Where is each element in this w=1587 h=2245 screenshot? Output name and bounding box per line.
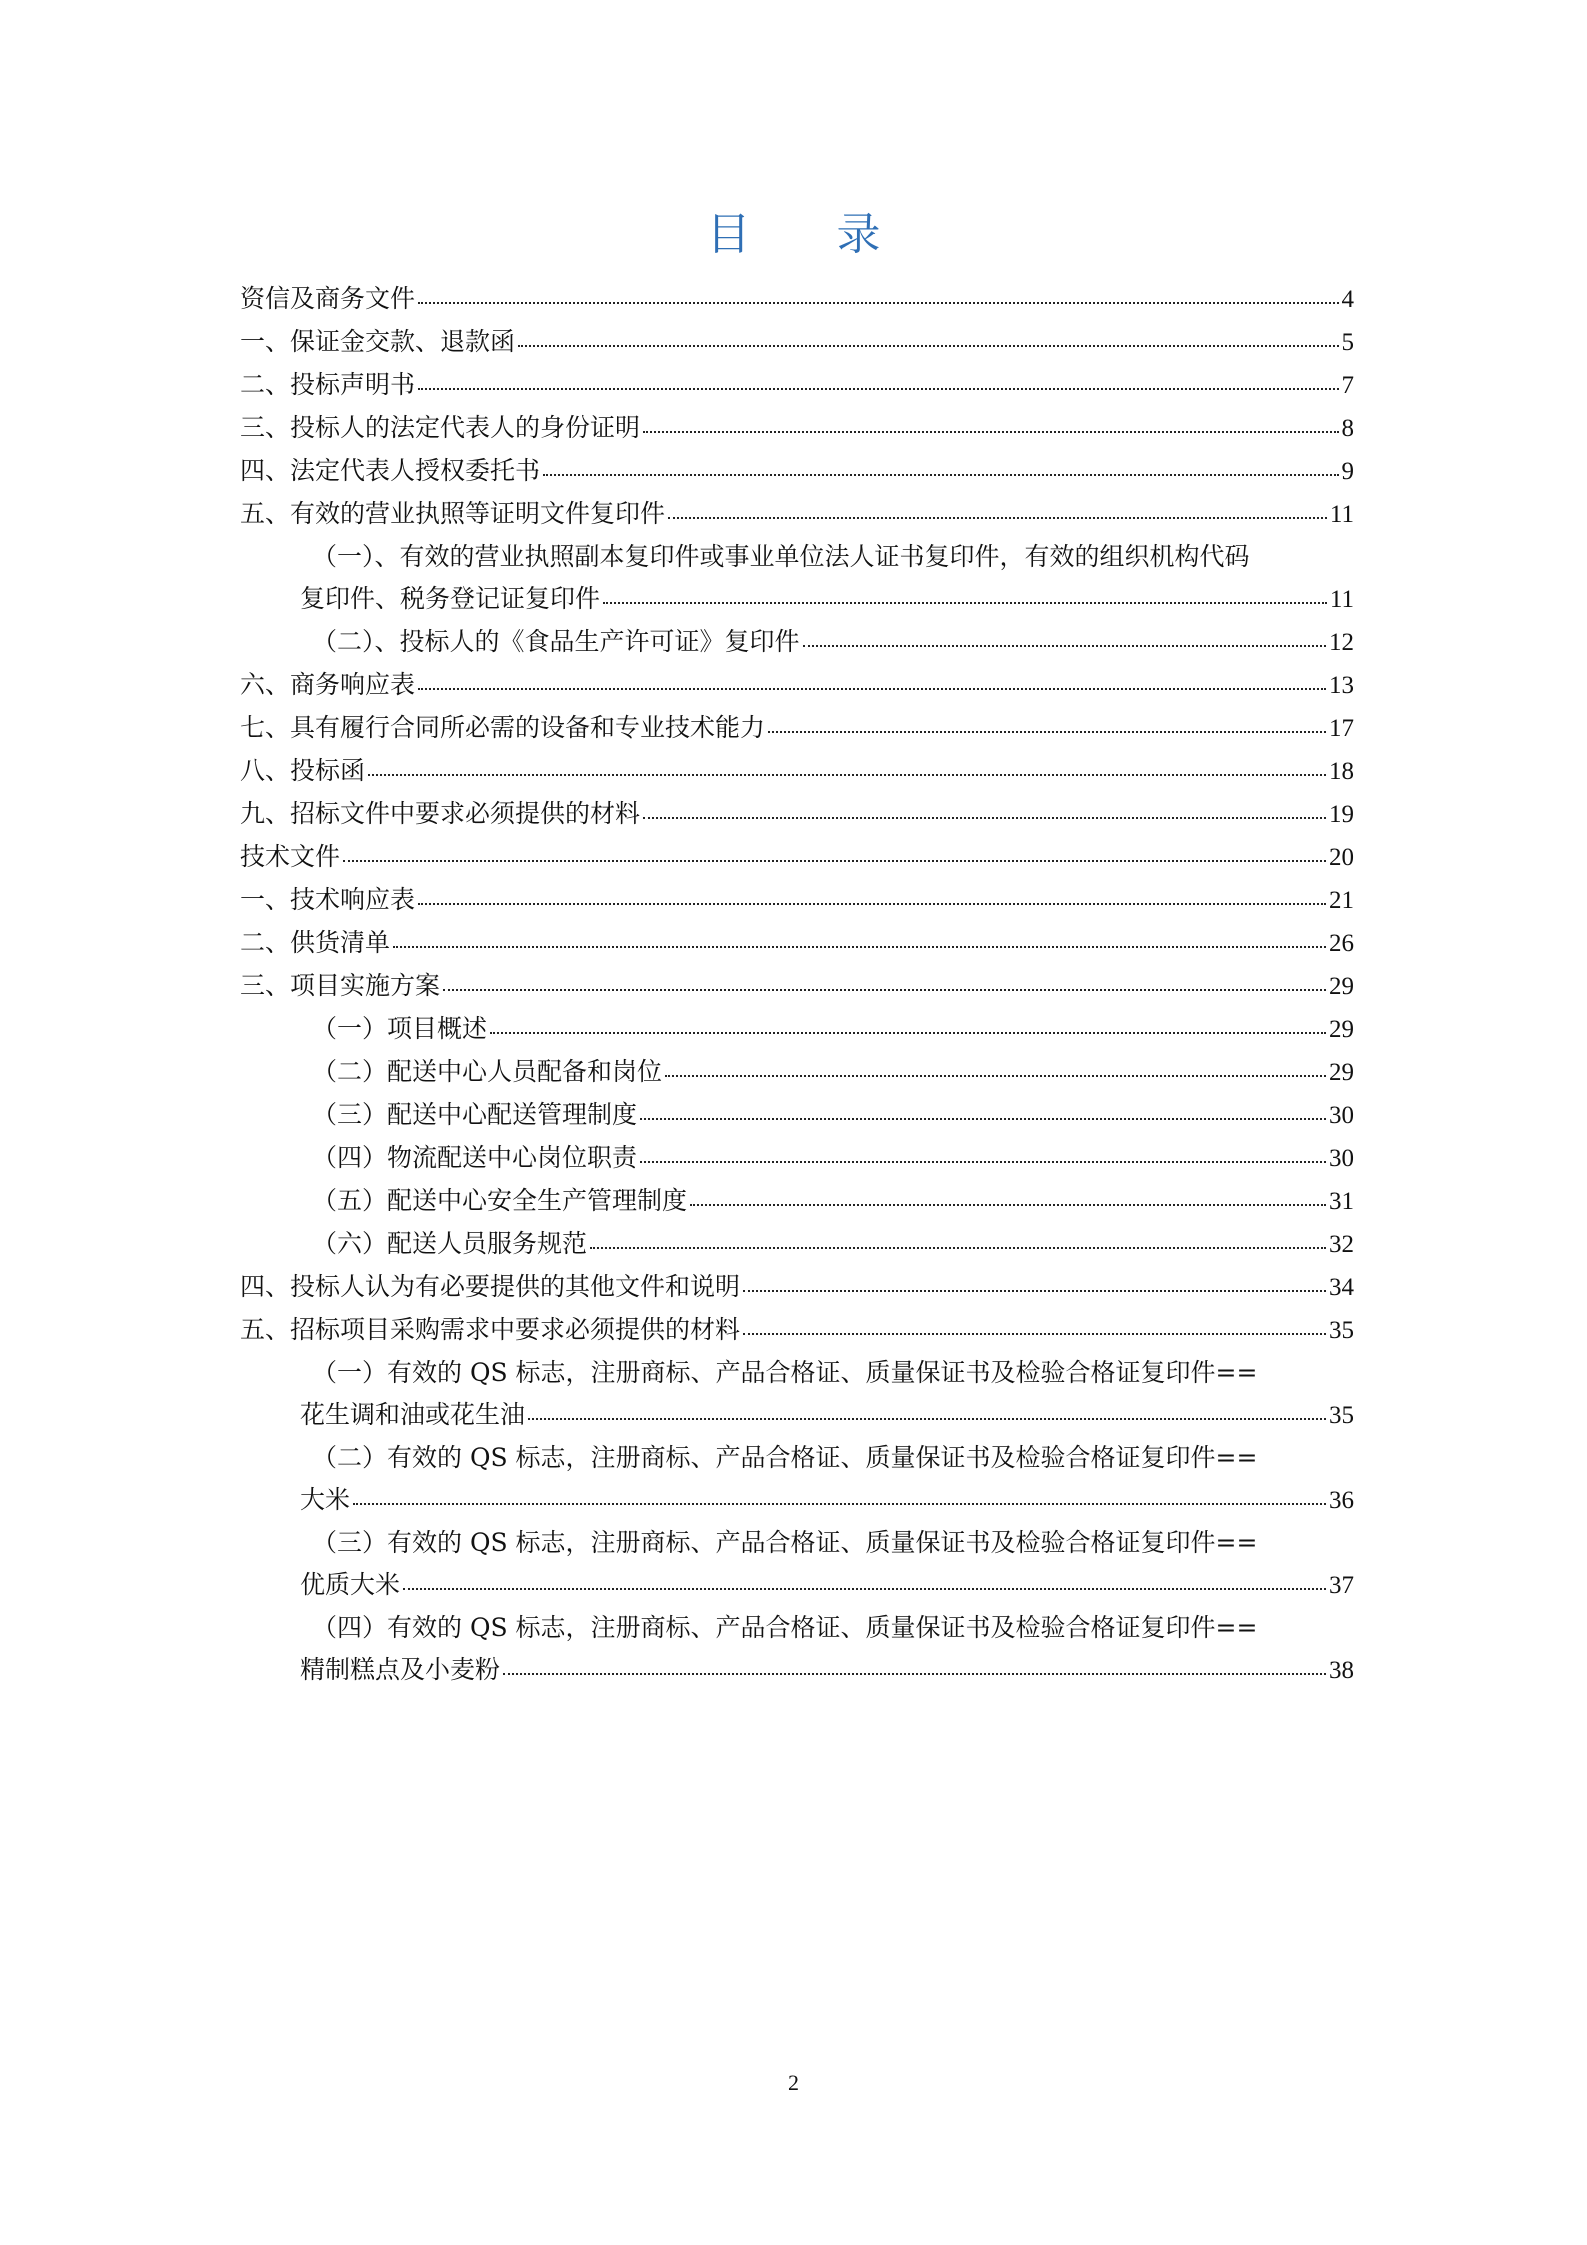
toc-leader-dots	[768, 731, 1326, 733]
toc-page-number: 11	[1329, 501, 1354, 528]
toc-leader-dots	[640, 1161, 1326, 1163]
toc-entry-line	[240, 922, 1354, 965]
toc-entry[interactable]	[240, 965, 1354, 1008]
toc-entry-line	[240, 664, 1354, 707]
toc-leader-dots	[590, 1247, 1326, 1249]
toc-entry[interactable]	[240, 493, 1354, 536]
toc-page-number: 29	[1329, 973, 1354, 1000]
toc-entry[interactable]	[240, 750, 1354, 793]
toc-leader-dots	[418, 388, 1338, 390]
toc-page-number: 7	[1341, 372, 1354, 399]
toc-page-number: 36	[1329, 1487, 1354, 1514]
toc-entry-text-first-line: （一）有效的 QS 标志，注册商标、产品合格证、质量保证书及检验合格证复印件==	[312, 1358, 1258, 1387]
toc-page-number: 12	[1329, 629, 1354, 656]
toc-entry-text-first-line: （四）有效的 QS 标志，注册商标、产品合格证、质量保证书及检验合格证复印件==	[312, 1613, 1258, 1642]
toc-entry-line	[240, 750, 1354, 793]
toc-entry-line	[300, 1223, 1354, 1266]
toc-page-number: 8	[1341, 415, 1354, 442]
toc-entry-text: 二、投标声明书	[240, 370, 416, 399]
toc-entry-text: 技术文件	[240, 842, 341, 871]
toc-entry-text: （三）配送中心配送管理制度	[312, 1100, 638, 1129]
toc-entry[interactable]	[240, 1051, 1354, 1094]
toc-page-number: 37	[1329, 1572, 1354, 1599]
toc-leader-dots	[603, 602, 1327, 604]
toc-page-number: 5	[1341, 329, 1354, 356]
toc-entry-line	[240, 707, 1354, 750]
toc-entry[interactable]	[240, 793, 1354, 836]
toc-leader-dots	[668, 517, 1327, 519]
toc-page-number: 9	[1341, 458, 1354, 485]
toc-entry-line	[300, 1051, 1354, 1094]
toc-entry-text: 二、供货清单	[240, 928, 391, 957]
toc-entry[interactable]	[240, 1223, 1354, 1266]
toc-page-number: 17	[1329, 715, 1354, 742]
toc-entry[interactable]	[240, 1094, 1354, 1137]
toc-page-number: 38	[1329, 1657, 1354, 1684]
toc-entry-text-first-line: （三）有效的 QS 标志，注册商标、产品合格证、质量保证书及检验合格证复印件==	[312, 1528, 1258, 1557]
toc-entry[interactable]	[240, 1266, 1354, 1309]
toc-entry[interactable]	[240, 922, 1354, 965]
toc-entry-line	[300, 621, 1354, 664]
toc-entry-text: 六、商务响应表	[240, 670, 416, 699]
toc-entry[interactable]	[240, 278, 1354, 321]
toc-leader-dots	[518, 345, 1338, 347]
toc-entry-line	[300, 1649, 1354, 1692]
toc-leader-dots	[640, 1118, 1326, 1120]
page-number: 2	[788, 2070, 799, 2095]
toc-entry-line	[300, 1394, 1354, 1437]
toc-leader-dots	[403, 1588, 1326, 1590]
toc-entry[interactable]	[240, 536, 1354, 621]
toc-entry-text: 花生调和油或花生油	[300, 1400, 526, 1429]
toc-page-number: 21	[1329, 887, 1354, 914]
toc-entry-text-first-line: （一）、有效的营业执照副本复印件或事业单位法人证书复印件，有效的组织机构代码	[312, 542, 1250, 571]
toc-page-number: 29	[1329, 1016, 1354, 1043]
toc-entry-text: 五、招标项目采购需求中要求必须提供的材料	[240, 1315, 741, 1344]
toc-entry[interactable]	[240, 1607, 1354, 1692]
toc-entry-line	[300, 1479, 1354, 1522]
toc-entry[interactable]	[240, 321, 1354, 364]
toc-leader-dots	[443, 989, 1326, 991]
toc-entry-line	[240, 879, 1354, 922]
toc-entry[interactable]	[240, 1008, 1354, 1051]
toc-entry-text: （六）配送人员服务规范	[312, 1229, 588, 1258]
toc-page-number: 34	[1329, 1274, 1354, 1301]
toc-entry-line	[300, 578, 1354, 621]
toc-page-number: 18	[1329, 758, 1354, 785]
toc-entry-line	[300, 1008, 1354, 1051]
toc-page-number: 30	[1329, 1102, 1354, 1129]
toc-leader-dots	[743, 1290, 1326, 1292]
toc-leader-dots	[343, 860, 1326, 862]
toc-entry[interactable]	[240, 1352, 1354, 1437]
toc-entry[interactable]	[240, 1137, 1354, 1180]
toc-entry-text: 三、投标人的法定代表人的身份证明	[240, 413, 641, 442]
toc-entry-text: 四、法定代表人授权委托书	[240, 456, 541, 485]
toc-leader-dots	[643, 431, 1338, 433]
toc-leader-dots	[543, 474, 1338, 476]
toc-entry-text: （五）配送中心安全生产管理制度	[312, 1186, 688, 1215]
toc-entry[interactable]	[240, 707, 1354, 750]
toc-entry-text: （四）物流配送中心岗位职责	[312, 1143, 638, 1172]
toc-entry-text: 三、项目实施方案	[240, 971, 441, 1000]
toc-entry-line	[240, 793, 1354, 836]
toc-entry[interactable]	[240, 364, 1354, 407]
toc-leader-dots	[528, 1418, 1326, 1420]
toc-page-number: 32	[1329, 1231, 1354, 1258]
toc-entry-text-first-line: （二）有效的 QS 标志，注册商标、产品合格证、质量保证书及检验合格证复印件==	[312, 1443, 1258, 1472]
toc-entry[interactable]	[240, 450, 1354, 493]
toc-entry-line	[240, 836, 1354, 879]
toc-page-number: 19	[1329, 801, 1354, 828]
toc-entry-line	[300, 1564, 1354, 1607]
toc-entry[interactable]	[240, 407, 1354, 450]
toc-entry-line	[240, 1309, 1354, 1352]
toc-entry-text: 优质大米	[300, 1570, 401, 1599]
toc-entry-line	[300, 1094, 1354, 1137]
table-of-contents	[240, 278, 1354, 1692]
toc-page-number: 13	[1329, 672, 1354, 699]
toc-entry[interactable]	[240, 1437, 1354, 1522]
toc-leader-dots	[665, 1075, 1326, 1077]
toc-leader-dots	[393, 946, 1326, 948]
toc-entry-text: （二）配送中心人员配备和岗位	[312, 1057, 663, 1086]
toc-entry-text: 九、招标文件中要求必须提供的材料	[240, 799, 641, 828]
toc-leader-dots	[418, 302, 1338, 304]
toc-entry-line	[300, 1180, 1354, 1223]
toc-leader-dots	[418, 903, 1326, 905]
toc-entry-text: 资信及商务文件	[240, 284, 416, 313]
toc-entry-text: 一、技术响应表	[240, 885, 416, 914]
toc-entry[interactable]	[240, 621, 1354, 664]
toc-leader-dots	[353, 1503, 1326, 1505]
toc-leader-dots	[503, 1673, 1326, 1675]
toc-entry-line	[240, 493, 1354, 536]
toc-entry-line	[240, 321, 1354, 364]
toc-leader-dots	[803, 645, 1326, 647]
toc-entry[interactable]	[240, 879, 1354, 922]
toc-page-number: 20	[1329, 844, 1354, 871]
toc-entry-text: （二）、投标人的《食品生产许可证》复印件	[312, 627, 800, 656]
page-title: 目 录	[706, 209, 917, 260]
toc-entry[interactable]	[240, 1522, 1354, 1607]
toc-entry[interactable]	[240, 836, 1354, 879]
toc-page-number: 26	[1329, 930, 1354, 957]
toc-entry-text: 五、有效的营业执照等证明文件复印件	[240, 499, 666, 528]
toc-entry-text: 七、具有履行合同所必需的设备和专业技术能力	[240, 713, 766, 742]
toc-page-number: 35	[1329, 1317, 1354, 1344]
toc-entry-text: 大米	[300, 1485, 351, 1514]
toc-page-number: 31	[1329, 1188, 1354, 1215]
toc-entry[interactable]	[240, 664, 1354, 707]
toc-entry-line	[240, 450, 1354, 493]
toc-entry-line	[240, 407, 1354, 450]
toc-entry[interactable]	[240, 1180, 1354, 1223]
toc-entry-text: 一、保证金交款、退款函	[240, 327, 516, 356]
toc-entry-text: 精制糕点及小麦粉	[300, 1655, 501, 1684]
toc-page-number: 4	[1341, 286, 1354, 313]
toc-leader-dots	[490, 1032, 1326, 1034]
toc-entry-text: （一）项目概述	[312, 1014, 488, 1043]
toc-leader-dots	[368, 774, 1326, 776]
toc-page-number: 29	[1329, 1059, 1354, 1086]
toc-entry-line	[300, 1137, 1354, 1180]
toc-entry-text: 复印件、税务登记证复印件	[300, 584, 601, 613]
toc-page-number: 11	[1329, 586, 1354, 613]
toc-entry[interactable]	[240, 1309, 1354, 1352]
toc-leader-dots	[643, 817, 1326, 819]
toc-entry-line	[240, 1266, 1354, 1309]
toc-entry-line	[240, 364, 1354, 407]
toc-page-number: 35	[1329, 1402, 1354, 1429]
toc-leader-dots	[690, 1204, 1326, 1206]
toc-entry-text: 八、投标函	[240, 756, 366, 785]
toc-entry-line	[240, 278, 1354, 321]
toc-leader-dots	[418, 688, 1326, 690]
toc-page-number: 30	[1329, 1145, 1354, 1172]
toc-leader-dots	[743, 1333, 1326, 1335]
toc-entry-text: 四、投标人认为有必要提供的其他文件和说明	[240, 1272, 741, 1301]
toc-entry-line	[240, 965, 1354, 1008]
